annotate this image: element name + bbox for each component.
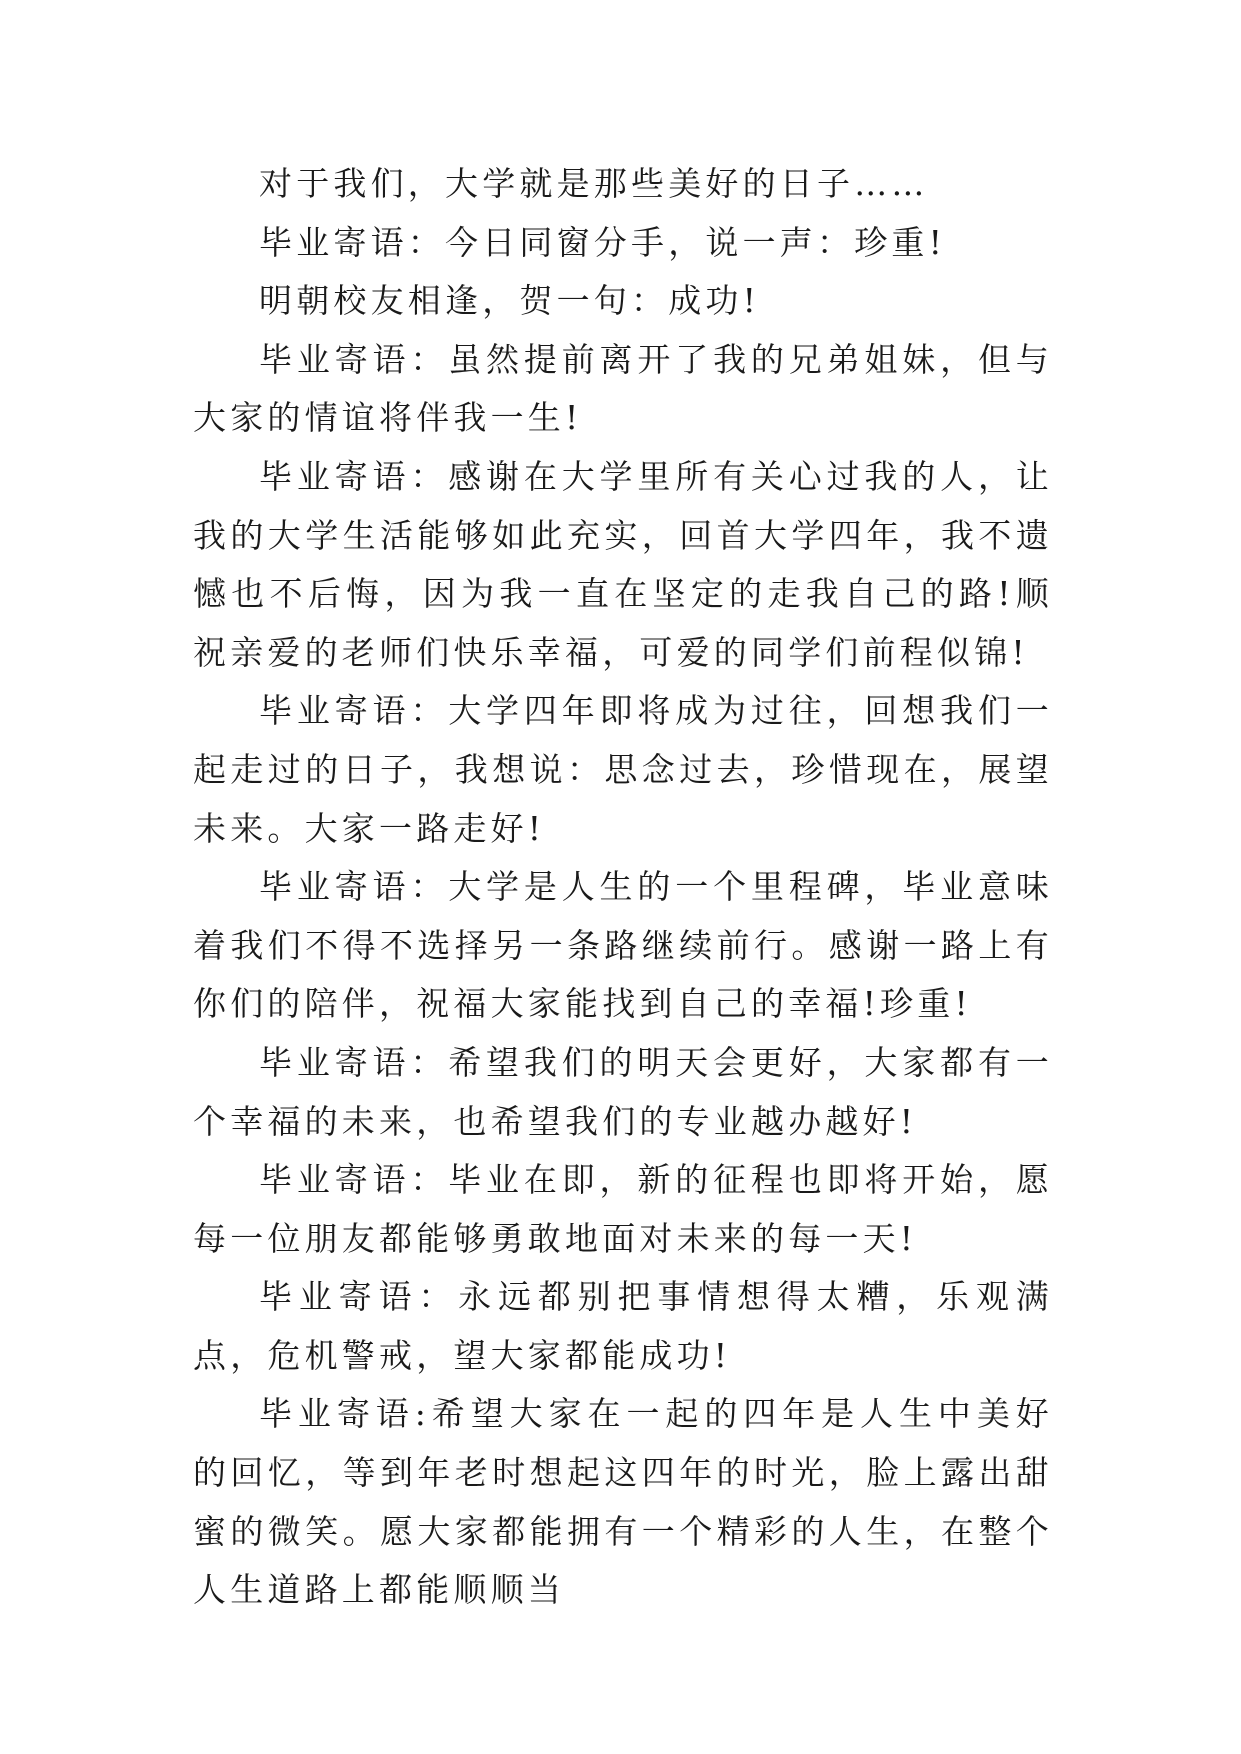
document-body — [193, 155, 1053, 1620]
paragraph: 毕业寄语：虽然提前离开了我的兄弟姐妹，但与大家的情谊将伴我一生! — [193, 339, 1053, 438]
paragraph: 毕业寄语：大学是人生的一个里程碑，毕业意味着我们不得不选择另一条路继续前行。感谢一路上有你们的陪伴，祝福大家能找到自己的幸福!珍重! — [193, 867, 1053, 1024]
paragraph: 毕业寄语:希望大家在一起的四年是人生中美好的回忆，等到年老时想起这四年的时光，脸上露出甜蜜的微笑。愿大家都能拥有一个精彩的人生，在整个人生道路上都能顺顺当 — [193, 1394, 1053, 1610]
paragraph: 明朝校友相逢，贺一句：成功! — [259, 281, 761, 321]
paragraph: 毕业寄语：今日同窗分手，说一声：珍重! — [259, 222, 947, 262]
paragraph: 毕业寄语：大学四年即将成为过往，回想我们一起走过的日子，我想说：思念过去，珍惜现在，展望未来。大家一路走好! — [193, 691, 1053, 848]
paragraph: 毕业寄语：永远都别把事情想得太糟，乐观满点，危机警戒，望大家都能成功! — [193, 1277, 1053, 1375]
paragraph: 毕业寄语：毕业在即，新的征程也即将开始，愿每一位朋友都能够勇敢地面对未来的每一天! — [193, 1160, 1053, 1258]
paragraph: 毕业寄语：希望我们的明天会更好，大家都有一个幸福的未来，也希望我们的专业越办越好! — [193, 1042, 1053, 1141]
paragraph: 对于我们，大学就是那些美好的日子…… — [259, 164, 929, 203]
paragraph: 毕业寄语：感谢在大学里所有关心过我的人，让我的大学生活能够如此充实，回首大学四年，我不遗憾也不后悔，因为我一直在坚定的走我自己的路!顺祝亲爱的老师们快乐幸福，可爱的同学们前程似锦! — [193, 456, 1053, 672]
